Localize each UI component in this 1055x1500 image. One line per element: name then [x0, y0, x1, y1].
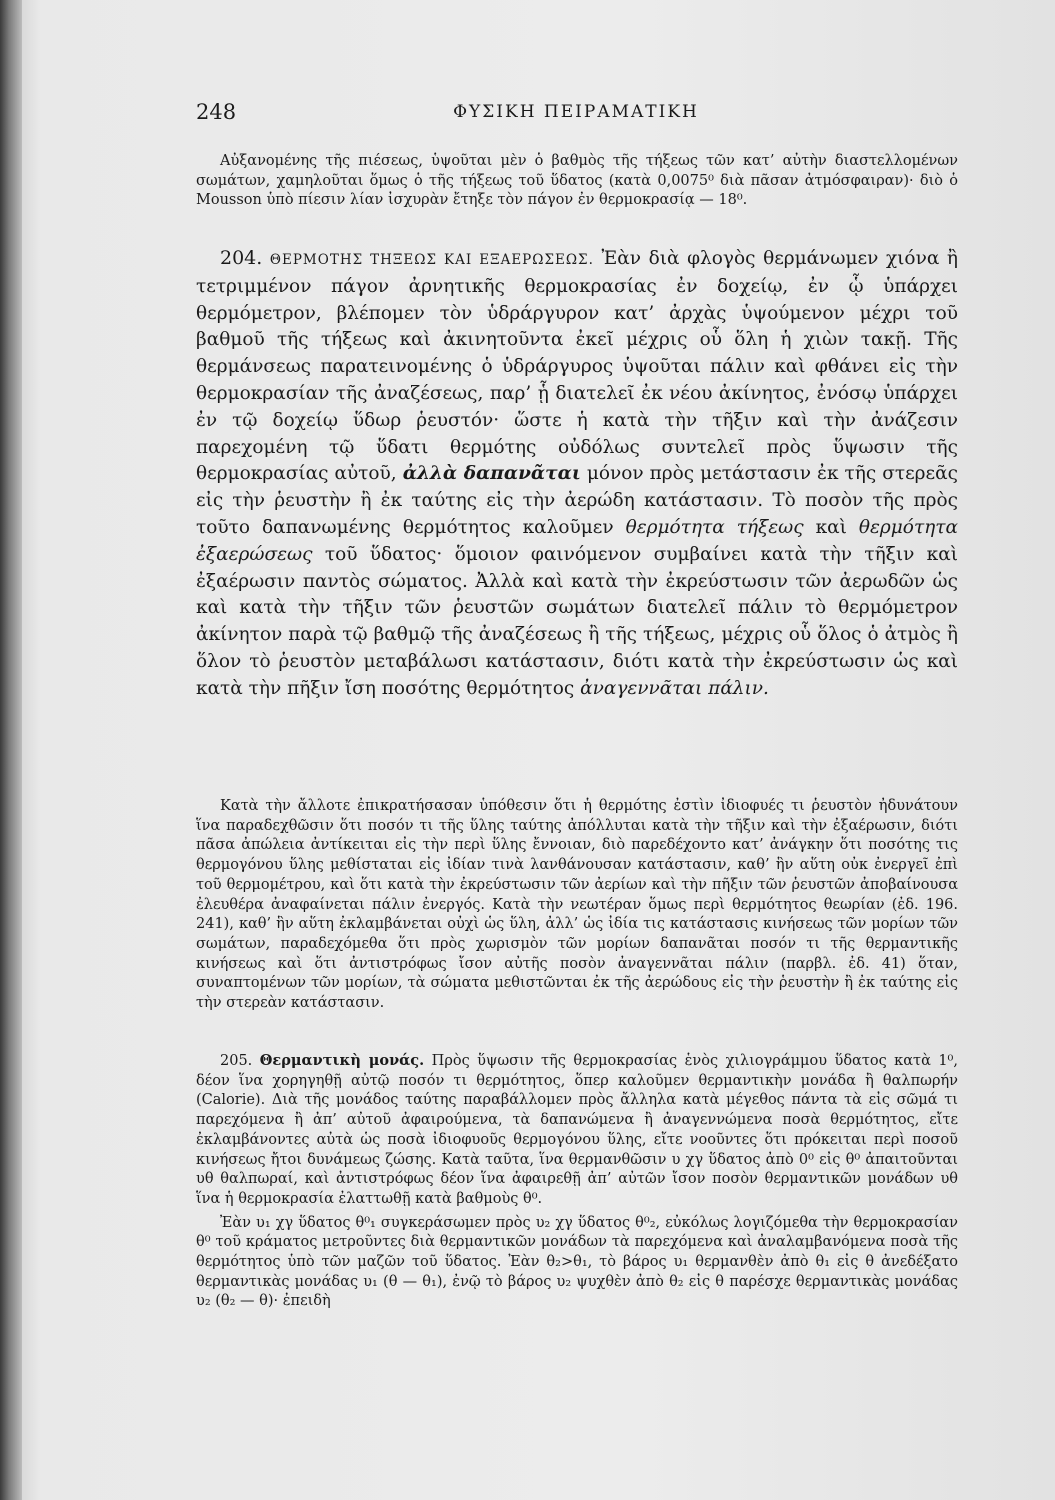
intro-paragraph-block	[196, 152, 958, 211]
section-204-em-heat-of-fusion: θερμότητα τήξεως	[625, 516, 804, 538]
intro-paragraph: Αὐξανομένης τῆς πιέσεως, ὑψοῦται μὲν ὁ βαθμὸς τῆς τήξεως τῶν κατ’ αὐτὴν διαστελλομένων σωμάτων, χαμηλοῦται ὅμως ὁ τῆς τήξεως τοῦ ὕδατος (κατὰ 0,0075⁰ διὰ πᾶσαν ἀτμόσφαιραν)· διὸ ὁ Mousson ὑπὸ πίεσιν λίαν ἰσχυρὰν ἔτηξε τὸν πάγον ἐν θερμοκρασίᾳ — 18⁰.	[196, 153, 958, 209]
running-title: ΦΥΣΙΚΗ ΠΕΙΡΑΜΑΤΙΚΗ	[453, 102, 699, 122]
section-204-text-d: τοῦ ὕδατος· ὅμοιον φαινόμενον συμβαίνει κατὰ τὴν τῆξιν καὶ ἐξαέρωσιν παντὸς σώματος. Ἀλλὰ καὶ κατὰ τὴν ἐκρεύστωσιν τῶν ἀερωδῶν ὡς καὶ κατὰ τὴν τῆξιν τῶν ῥευστῶν σωμάτων διατελεῖ πάλιν τὸ θερμόμετρον ἀκίνητον παρὰ τῷ βαθμῷ τῆς ἀναζέσεως ἢ τῆς τήξεως, μέχρις οὗ ὅλος ὁ ἀτμὸς ἢ ὅλον τὸ ῥευστὸν μεταβάλωσι κατάστασιν, διότι κατὰ τὴν ἐκρεύστωσιν ὡς καὶ κατὰ τὴν πῆξιν ἴση ποσότης θερμότητος	[196, 543, 958, 699]
section-205-number: 205.	[220, 1053, 253, 1069]
section-204-em-expended: ἀλλὰ δαπανᾶται	[402, 463, 581, 485]
section-205	[196, 1051, 958, 1312]
page-number: 248	[196, 100, 237, 124]
page-header	[196, 100, 956, 130]
section-204-text-a: Ἐὰν διὰ φλογὸς θερμάνωμεν χιόνα ἢ τετριμμένον πάγον ἀρνητικῆς θερμοκρασίας ἐν δοχείῳ, ἐν ᾧ ὑπάρχει θερμόμετρον, βλέπομεν τὸν ὑδράργυρον κατ’ ἀρχὰς ὑψούμενον μέχρι τοῦ βαθμοῦ τῆς τήξεως καὶ ἀκινητοῦντα ἐκεῖ μέχρις οὗ ὅλη ἡ χιὼν τακῇ. Τῆς θερμάνσεως παρατεινομένης ὁ ὑδράργυρος ὑψοῦται πάλιν καὶ φθάνει εἰς τὴν θερμοκρασίαν τῆς ἀναζέσεως, παρ’ ᾗ διατελεῖ ἐκ νέου ἀκίνητος, ἐνόσῳ ὑπάρχει ἐν τῷ δοχείῳ ὕδωρ ῥευστόν· ὥστε ἡ κατὰ τὴν τῆξιν καὶ τὴν ἀνάζεσιν παρεχομένη τῷ ὕδατι θερμότης οὐδόλως συντελεῖ πρὸς ὕψωσιν τῆς θερμοκρασίας αὐτοῦ,	[196, 248, 958, 485]
section-205-title: Θερμαντικὴ μονάς.	[259, 1052, 425, 1069]
section-205-text: Πρὸς ὕψωσιν τῆς θερμοκρασίας ἑνὸς χιλιογράμμου ὕδατος κατὰ 1⁰, δέον ἵνα χορηγηθῇ αὐτῷ ποσόν τι θερμότητος, ὅπερ καλοῦμεν θερμαντικὴν μονάδα ἢ θαλπωρήν (Calorie). Διὰ τῆς μονάδος ταύτης παραβάλλομεν πρὸς ἄλληλα κατὰ μέγεθος πάντα τὰ εἰς σῶμά τι παρεχόμενα ἢ ἀπ’ αὐτοῦ ἀφαιρούμενα, τὰ δαπανώμενα ἢ ἀναγεννώμενα ποσὰ θερμότητος, εἴτε ἐκλαμβάνοντες αὐτὰ ὡς ποσὰ ἰδιοφυοῦς θερμογόνου ὕλης, εἴτε νοοῦντες ὅτι πρόκειται περὶ ποσοῦ κινήσεως ἤτοι δυνάμεως ζώσης. Κατὰ ταῦτα, ἵνα θερμανθῶσιν υ χγ ὕδατος ἀπὸ 0⁰ εἰς θ⁰ ἀπαιτοῦνται υθ θαλπωραί, καὶ ἀντιστρόφως δέον ἵνα ἀφαιρεθῇ ἀπ’ αὐτῶν ἴσον ποσὸν θερμαντικῶν μονάδων υθ ἵνα ἡ θερμοκρασία ἐλαττωθῇ κατὰ βαθμοὺς θ⁰.	[196, 1053, 958, 1207]
section-204	[196, 245, 958, 703]
section-204-em-regenerated: ἀναγεννᾶται πάλιν.	[580, 677, 769, 699]
section-204-note: Κατὰ τὴν ἄλλοτε ἐπικρατήσασαν ὑπόθεσιν ὅτι ἡ θερμότης ἐστὶν ἰδιοφυές τι ῥευστὸν ἠδυνάτουν ἵνα παραδεχθῶσιν ὅτι ποσόν τι τῆς ὕλης ταύτης ἀπόλλυται κατὰ τὴν τῆξιν καὶ τὴν ἐξαέρωσιν, διότι πᾶσα ἀπώλεια ἀντίκειται εἰς τὴν περὶ ὕλης ἔννοιαν, διὸ παρεδέχοντο κατ’ ἀνάγκην ὅτι ποσότης τις θερμογόνου ὕλης μεθίσταται εἰς ἰδίαν τινὰ λανθάνουσαν κατάστασιν, καθ’ ἣν αὕτη οὐκ ἐνεργεῖ ἐπὶ τοῦ θερμομέτρου, καὶ ὅτι κατὰ τὴν ἐκρεύστωσιν τῶν ἀερίων καὶ τὴν πῆξιν τῶν ῥευστῶν ἀποβαίνουσα ἐλευθέρα ἀναφαίνεται πάλιν ἐνεργός. Κατὰ τὴν νεωτέραν ὅμως περὶ θερμότητος θεωρίαν (ἐδ. 196. 241), καθ’ ἣν αὕτη ἐκλαμβάνεται οὐχὶ ὡς ὕλη, ἀλλ’ ὡς ἰδία τις κατάστασις κινήσεως τῶν μορίων τῶν σωμάτων, παραδεχόμεθα ὅτι πρὸς χωρισμὸν τῶν μορίων δαπανᾶται ποσόν τι τῆς θερμαντικῆς κινήσεως καὶ ὅτι ἀντιστρόφως ἴσον αὐτῆς ποσὸν ἀναγεννᾶται πάλιν (παρβλ. ἐδ. 41) ὅταν, συναπτομένων τῶν μορίων, τὰ σώματα μεθιστῶνται ἐκ τῆς ἀερώδους εἰς τὴν ῥευστὴν ἢ ἐκ ταύτης εἰς τὴν στερεὰν κατάστασιν.	[196, 798, 958, 1012]
section-204-text-b: μόνον πρὸς μετάστασιν ἐκ τῆς στερεᾶς εἰς τὴν ῥευστὴν ἢ ἐκ ταύτης εἰς τὴν ἀερώδη κατάστασιν. Τὸ ποσὸν τῆς πρὸς τοῦτο δαπανωμένης θερμότητος καλοῦμεν	[196, 463, 958, 538]
section-204-em-heat-of-vaporization: θερμότητα ἐξαερώσεως	[196, 516, 958, 565]
section-205-paragraph-2: Ἐὰν υ₁ χγ ὕδατος θ⁰₁ συγκεράσωμεν πρὸς υ₂ χγ ὕδατος θ⁰₂, εὐκόλως λογιζόμεθα τὴν θερμοκρασίαν θ⁰ τοῦ κράματος μετροῦντες διὰ θερμαντικῶν μονάδων τὰ παρεχόμενα καὶ ἀναλαμβανόμενα ποσὰ τῆς θερμότητος ὑπὸ τῶν μαζῶν τοῦ ὕδατος. Ἐὰν θ₂>θ₁, τὸ βάρος υ₁ θερμανθὲν ἀπὸ θ₁ εἰς θ ἀνεδέξατο θερμαντικὰς μονάδας υ₁ (θ — θ₁), ἐνῷ τὸ βάρος υ₂ ψυχθὲν ἀπὸ θ₂ εἰς θ παρέσχε θερμαντικὰς μονάδας υ₂ (θ₂ — θ)· ἐπειδὴ	[196, 1214, 958, 1310]
section-204-paragraph	[196, 245, 958, 703]
section-204-note-block	[196, 797, 958, 1014]
book-spine-shadow	[0, 0, 22, 1500]
section-204-title: ΘΕΡΜΟΤΗΣ ΤΗΞΕΩΣ ΚΑΙ ΕΞΑΕΡΩΣΕΩΣ.	[269, 252, 594, 268]
section-205-paragraph-1	[196, 1051, 958, 1210]
section-204-number: 204.	[220, 247, 263, 269]
section-204-text-c: καὶ	[815, 516, 847, 538]
